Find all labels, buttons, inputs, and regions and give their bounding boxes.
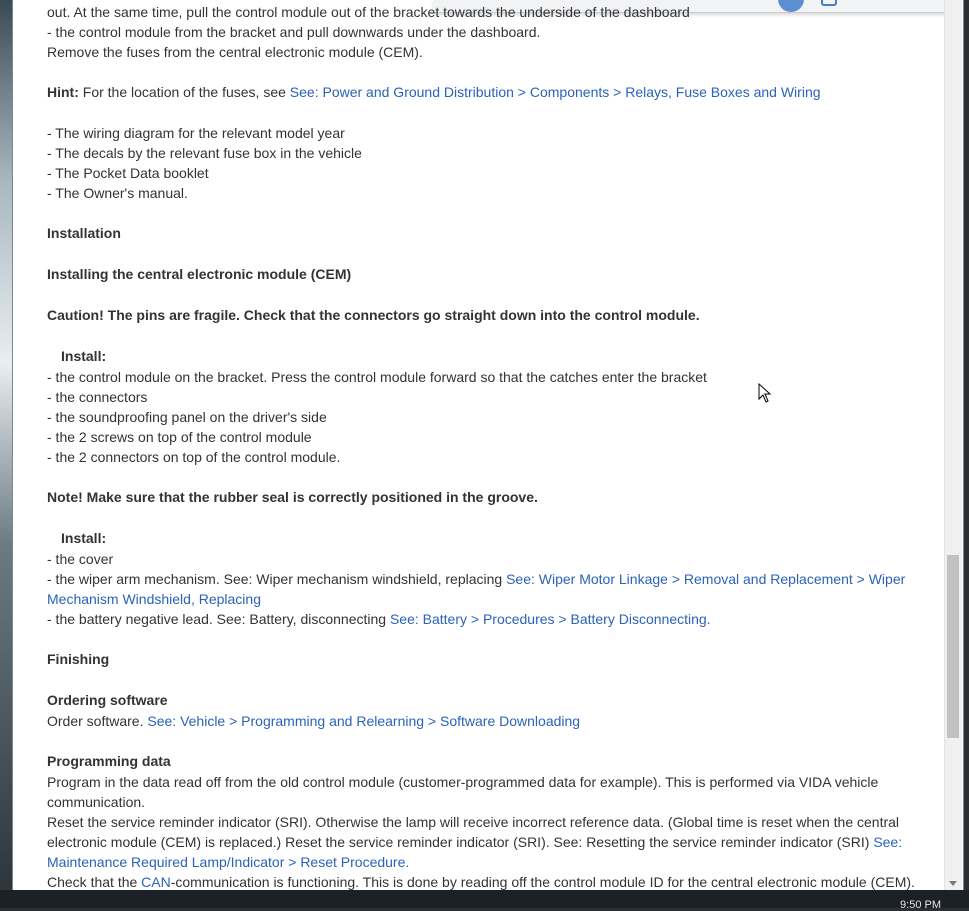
link-reset-procedure[interactable]: See: bbox=[873, 834, 903, 850]
text-line: communication. bbox=[47, 794, 146, 810]
vertical-scrollbar[interactable] bbox=[944, 0, 962, 890]
heading-installing-cem: Installing the central electronic module (CEM) bbox=[47, 266, 352, 282]
link-wiper-mechanism[interactable]: See: Wiper Motor Linkage > Removal and Replacement > Wiper bbox=[506, 571, 906, 587]
text-line: Remove the fuses from the central electronic module (CEM). bbox=[47, 44, 423, 60]
list-item bbox=[47, 569, 905, 589]
note-text: Note! Make sure that the rubber seal is correctly positioned in the groove. bbox=[47, 489, 538, 505]
link-software-downloading[interactable]: See: Vehicle > Programming and Relearning > Software Downloading bbox=[147, 713, 581, 729]
list-item: - the 2 connectors on top of the control module. bbox=[47, 449, 341, 465]
hint-text: For the location of the fuses, see bbox=[78, 84, 290, 100]
caution-text: Caution! The pins are fragile. Check that the connectors go straight down into the control module. bbox=[47, 307, 700, 323]
link-fuse-boxes[interactable]: See: Power and Ground Distribution > Components > Relays, Fuse Boxes and Wiring bbox=[289, 84, 821, 100]
text-line: out. At the same time, pull the control module out of the bracket towards the underside of the dashboard bbox=[47, 4, 690, 20]
text-segment: electronic module (CEM) is replaced.) Reset the service reminder indicator (SRI). See: Resetting the service reminder indicator (SRI) bbox=[47, 834, 874, 850]
install-label: Install: bbox=[61, 348, 107, 364]
list-item: - the 2 screws on top of the control module bbox=[47, 429, 312, 445]
link-battery-disconnecting[interactable]: See: Battery > Procedures > Battery Disconnecting. bbox=[389, 611, 711, 627]
text-segment: Check that the bbox=[47, 874, 142, 890]
scrollbar-thumb[interactable] bbox=[947, 555, 959, 738]
text-line bbox=[47, 832, 902, 852]
link-can[interactable]: CAN bbox=[141, 874, 171, 890]
text-line: - the control module from the bracket and pull downwards under the dashboard. bbox=[47, 24, 541, 40]
link-wiper-mechanism-cont[interactable]: Mechanism Windshield, Replacing bbox=[47, 591, 261, 607]
taskbar bbox=[0, 890, 969, 911]
document-window bbox=[12, 0, 964, 890]
list-item: - the cover bbox=[47, 551, 114, 567]
link-reset-procedure-cont[interactable]: Maintenance Required Lamp/Indicator > Reset Procedure. bbox=[47, 854, 410, 870]
article-body bbox=[47, 0, 917, 890]
list-item: - The Pocket Data booklet bbox=[47, 165, 209, 181]
heading-ordering-software: Ordering software bbox=[47, 692, 168, 708]
list-item: - The wiring diagram for the relevant model year bbox=[47, 125, 345, 141]
list-item: - the connectors bbox=[47, 389, 148, 405]
text-segment: -communication is functioning. This is done by reading off the control module ID for the central electronic module (CEM). bbox=[170, 874, 915, 890]
list-item-text: - the battery negative lead. See: Battery, disconnecting bbox=[47, 611, 390, 627]
scroll-down-arrow-icon[interactable] bbox=[949, 881, 957, 886]
list-item: - The Owner's manual. bbox=[47, 185, 188, 201]
heading-finishing: Finishing bbox=[47, 651, 110, 667]
order-line bbox=[47, 711, 580, 731]
clock: 9:50 PM bbox=[900, 899, 941, 911]
heading-programming-data: Programming data bbox=[47, 753, 171, 769]
text-line: Reset the service reminder indicator (SRI). Otherwise the lamp will receive incorrect reference data. (Global time is reset when the central bbox=[47, 814, 900, 830]
heading-installation: Installation bbox=[47, 225, 121, 241]
install-label: Install: bbox=[61, 530, 107, 546]
list-item: - the control module on the bracket. Press the control module forward so that the catches enter the bracket bbox=[47, 369, 707, 385]
list-item bbox=[47, 609, 711, 629]
hint-line bbox=[47, 82, 821, 102]
list-item-text: - the wiper arm mechanism. See: Wiper mechanism windshield, replacing bbox=[47, 571, 507, 587]
list-item: - The decals by the relevant fuse box in the vehicle bbox=[47, 145, 362, 161]
hint-label: Hint: bbox=[47, 84, 79, 100]
order-text: Order software. bbox=[47, 713, 148, 729]
text-line bbox=[47, 872, 915, 890]
list-item: - the soundproofing panel on the driver's side bbox=[47, 409, 327, 425]
text-line: Program in the data read off from the old control module (customer-programmed data for example). This is performed via VIDA vehicle bbox=[47, 774, 879, 790]
